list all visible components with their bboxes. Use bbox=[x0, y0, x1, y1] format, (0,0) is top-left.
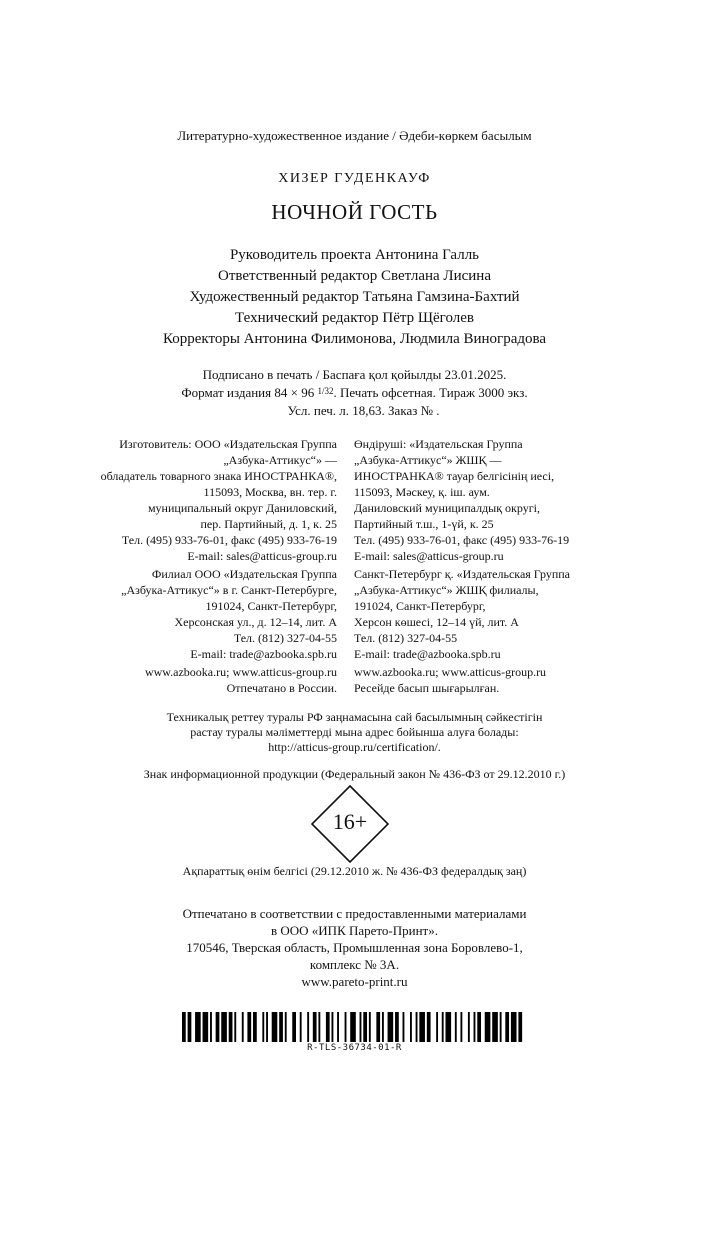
info-sign-kz: Ақпараттық өнім белгісі (29.12.2010 ж. № 436-ФЗ федералдық заң) bbox=[182, 864, 527, 878]
barcode-bar bbox=[460, 1012, 462, 1042]
age-rating-badge bbox=[311, 785, 389, 863]
credit-responsible-editor: Ответственный редактор Светлана Лисина bbox=[218, 268, 491, 284]
manufacturer-kz: Өндіруші: «Издательская Группа „Азбука-Аттикус“» ЖШҚ — ИНОСТРАНКА® тауар белгісінің иесі, 115093, Мәскеу, қ. іш. аум. Даниловский муниципалдық округі, Партийный т.ш., 1-үй, к. 25 Тел. (495) 933-76-01, факс (495) 933-76-19 E-mail: sales@atticus-group.ru bbox=[354, 437, 570, 563]
websites-kz: www.azbooka.ru; www.atticus-group.ru Ресейде басып шығарылған. bbox=[354, 665, 547, 695]
branch-ru: Филиал ООО «Издательская Группа „Азбука-Аттикус“» в г. Санкт-Петербурге, 191024, Санкт-Петербург, Херсонская ул., д. 12–14, лит. А Тел. (812) 327-04-55 E-mail: trade@azbooka.spb.ru bbox=[121, 567, 337, 661]
barcode-bar bbox=[474, 1012, 476, 1042]
barcode-bar bbox=[216, 1012, 220, 1042]
barcode-bar bbox=[234, 1012, 236, 1042]
certification-line-1: Техникалық реттеу туралы РФ заңнамасына сай басылымның сәйкестігін bbox=[166, 710, 543, 724]
barcode-bar bbox=[272, 1012, 278, 1042]
barcode-bar bbox=[382, 1012, 384, 1042]
print-signed: Подписано в печать / Баспаға қол қойылды 23.01.2025. bbox=[202, 367, 507, 382]
barcode-bar bbox=[247, 1012, 251, 1042]
websites-ru: www.azbooka.ru; www.atticus-group.ru Отпечатано в России. bbox=[144, 665, 337, 695]
credit-project-manager: Руководитель проекта Антонина Галль bbox=[229, 247, 480, 263]
barcode-bar bbox=[195, 1012, 201, 1042]
barcode-bar bbox=[455, 1012, 457, 1042]
barcode-bar bbox=[427, 1012, 431, 1042]
barcode-bar bbox=[229, 1012, 233, 1042]
barcode-bar bbox=[442, 1012, 444, 1042]
certification-line-2: растау туралы мәліметтерді мына адрес бойынша алуға болады: bbox=[190, 725, 519, 739]
barcode-bar bbox=[345, 1012, 347, 1042]
barcode-bar bbox=[492, 1012, 498, 1042]
barcode-bar bbox=[279, 1012, 283, 1042]
printer-website: www.pareto-print.ru bbox=[301, 974, 408, 989]
barcode-bar bbox=[500, 1012, 502, 1042]
print-sheets: Усл. печ. л. 18,63. Заказ № . bbox=[287, 403, 440, 418]
barcode-bar bbox=[313, 1012, 317, 1042]
barcode-bar bbox=[253, 1012, 257, 1042]
certification-url: http://atticus-group.ru/certification/. bbox=[268, 740, 441, 754]
barcode-bar bbox=[363, 1012, 367, 1042]
book-title: НОЧНОЙ ГОСТЬ bbox=[271, 200, 438, 224]
barcode-bar bbox=[403, 1012, 405, 1042]
barcode-bar bbox=[285, 1012, 287, 1042]
barcode-bars bbox=[182, 1012, 524, 1042]
barcode-bar bbox=[210, 1012, 212, 1042]
barcode-bar bbox=[326, 1012, 330, 1042]
barcode-bar bbox=[468, 1012, 470, 1042]
barcode-bar bbox=[266, 1012, 268, 1042]
credit-art-editor: Художественный редактор Татьяна Гамзина-Бахтий bbox=[189, 289, 520, 305]
barcode-bar bbox=[360, 1012, 362, 1042]
age-rating-text: 16+ bbox=[332, 809, 368, 834]
barcode-bar bbox=[350, 1012, 356, 1042]
barcode-bar bbox=[292, 1012, 296, 1042]
barcode-bar bbox=[337, 1012, 339, 1042]
barcode-bar bbox=[376, 1012, 380, 1042]
manufacturer-ru: Изготовитель: ООО «Издательская Группа „Азбука-Аттикус“» — обладатель товарного знака ИНОСТРАНКА®, 115093, Москва, вн. тер. г. муниципальный округ Даниловский, пер. Партийный, д. 1, к. 25 Тел. (495) 933-76-01, факс (495) 933-76-19 E-mail: sales@atticus-group.ru bbox=[100, 437, 337, 563]
barcode-bar bbox=[505, 1012, 509, 1042]
author-name: ХИЗЕР ГУДЕНКАУФ bbox=[278, 171, 431, 186]
branch-kz: Санкт-Петербург қ. «Издательская Группа „Азбука-Аттикус“» ЖШҚ филиалы, 191024, Санкт-Петербург, Херсон көшесі, 12–14 үй, лит. А Тел. (812) 327-04-55 E-mail: trade@azbooka.spb.ru bbox=[354, 567, 570, 661]
barcode-bar bbox=[511, 1012, 517, 1042]
barcode-bar bbox=[262, 1012, 264, 1042]
barcode-bar bbox=[416, 1012, 418, 1042]
barcode-bar bbox=[369, 1012, 371, 1042]
barcode-text: R-TLS-36734-01-R bbox=[307, 1043, 402, 1053]
edition-type: Литературно-художественное издание / Әдеби-көркем басылым bbox=[177, 128, 532, 143]
barcode-bar bbox=[242, 1012, 244, 1042]
printer-line-4: комплекс № 3А. bbox=[309, 957, 400, 972]
print-format: Формат издания 84 × 96 $^{1/32}$. Печать офсетная. Тираж 3000 экз. bbox=[181, 385, 528, 400]
barcode-bar bbox=[307, 1012, 309, 1042]
barcode-bar bbox=[477, 1012, 481, 1042]
barcode-bar bbox=[410, 1012, 412, 1042]
barcode-bar bbox=[188, 1012, 192, 1042]
printer-line-3: 170546, Тверская область, Промышленная зона Боровлево-1, bbox=[186, 940, 523, 955]
barcode-bar bbox=[395, 1012, 399, 1042]
barcode-bar bbox=[203, 1012, 209, 1042]
credit-technical-editor: Технический редактор Пётр Щёголев bbox=[235, 310, 474, 326]
barcode-bar bbox=[182, 1012, 186, 1042]
barcode-bar bbox=[332, 1012, 334, 1042]
printer-line-1: Отпечатано в соответствии с предоставленными материалами bbox=[182, 906, 527, 921]
printer-line-2: в ООО «ИПК Парето-Принт». bbox=[270, 923, 438, 938]
barcode-bar bbox=[419, 1012, 425, 1042]
barcode-bar bbox=[518, 1012, 522, 1042]
barcode-bar bbox=[446, 1012, 452, 1042]
credit-proofreaders: Корректоры Антонина Филимонова, Людмила Виноградова bbox=[162, 331, 547, 347]
barcode-bar bbox=[300, 1012, 302, 1042]
barcode-bar bbox=[318, 1012, 320, 1042]
barcode-bar bbox=[436, 1012, 438, 1042]
barcode-bar bbox=[388, 1012, 394, 1042]
barcode-bar bbox=[221, 1012, 227, 1042]
info-sign-ru: Знак информационной продукции (Федеральный закон № 436-ФЗ от 29.12.2010 г.) bbox=[143, 767, 566, 781]
barcode-bar bbox=[485, 1012, 491, 1042]
barcode bbox=[182, 1012, 524, 1064]
